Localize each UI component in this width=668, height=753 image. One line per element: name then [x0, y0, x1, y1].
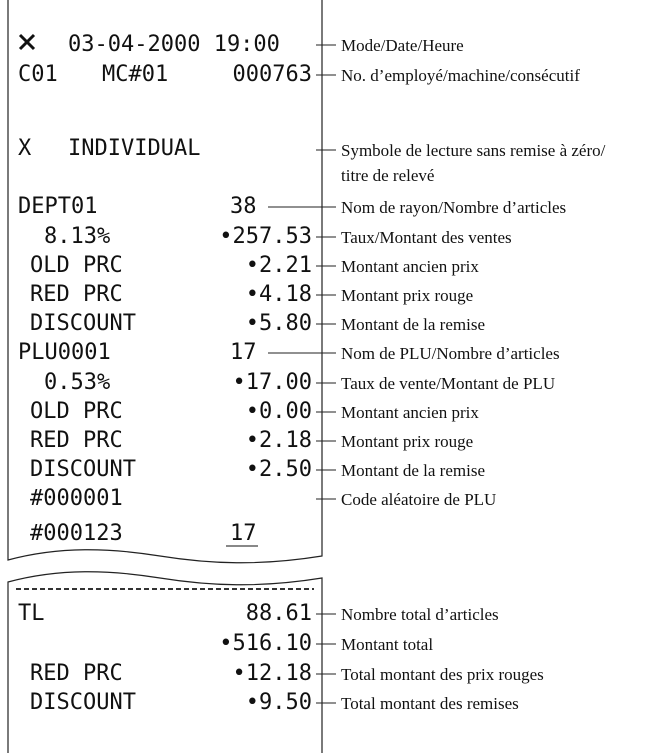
dept-name: DEPT01 — [18, 194, 98, 219]
dept-discount-label: DISCOUNT — [30, 311, 136, 336]
label-total-red-price: Total montant des prix rouges — [341, 665, 544, 684]
consecutive-number: 000763 — [232, 62, 312, 87]
dept-discount: •5.80 — [245, 311, 312, 336]
report-title: INDIVIDUAL — [68, 136, 201, 161]
dept-old-prc: •2.21 — [245, 253, 312, 278]
plu-random-code: #000001 — [30, 486, 123, 511]
label-employee-machine-consecutive: No. d’employé/machine/consécutif — [341, 66, 580, 85]
dept-count: 38 — [230, 194, 257, 219]
plu-count: 17 — [230, 340, 257, 365]
datetime: 03-04-2000 19:00 — [68, 32, 280, 57]
total-amount: •516.10 — [219, 631, 312, 656]
label-rate-sales: Taux/Montant des ventes — [341, 228, 512, 247]
plu-name: PLU0001 — [18, 340, 111, 365]
total-red-prc: •12.18 — [232, 661, 312, 686]
plu-red-prc-label: RED PRC — [30, 428, 123, 453]
dept-red-prc: •4.18 — [245, 282, 312, 307]
label-dept-name-count: Nom de rayon/Nombre d’articles — [341, 198, 567, 217]
label-plu-name-count: Nom de PLU/Nombre d’articles — [341, 344, 560, 363]
plu-last-count: 17 — [230, 521, 257, 546]
label-discount-1: Montant de la remise — [341, 315, 485, 334]
label-total-discount: Total montant des remises — [341, 694, 519, 713]
total-discount-label: DISCOUNT — [30, 690, 136, 715]
close-icon — [20, 35, 34, 49]
plu-red-prc: •2.18 — [245, 428, 312, 453]
report-symbol: X — [18, 136, 32, 161]
total-discount: •9.50 — [245, 690, 312, 715]
plu-discount-label: DISCOUNT — [30, 457, 136, 482]
label-reading-symbol-line2: titre de relevé — [341, 166, 435, 185]
label-total-items: Nombre total d’articles — [341, 605, 499, 624]
label-mode-date-time: Mode/Date/Heure — [341, 36, 464, 55]
label-discount-2: Montant de la remise — [341, 461, 485, 480]
dept-sales: •257.53 — [219, 224, 312, 249]
label-plu-random-code: Code aléatoire de PLU — [341, 490, 497, 509]
plu-amount: •17.00 — [232, 370, 312, 395]
dept-rate: 8.13% — [44, 224, 111, 249]
plu-old-prc-label: OLD PRC — [30, 399, 123, 424]
plu-discount: •2.50 — [245, 457, 312, 482]
label-old-price-2: Montant ancien prix — [341, 403, 479, 422]
label-red-price-1: Montant prix rouge — [341, 286, 474, 305]
plu-old-prc: •0.00 — [245, 399, 312, 424]
total-items: 88.61 — [245, 601, 312, 626]
label-plu-rate-amount: Taux de vente/Montant de PLU — [341, 374, 556, 393]
total-red-prc-label: RED PRC — [30, 661, 123, 686]
label-red-price-2: Montant prix rouge — [341, 432, 474, 451]
label-old-price-1: Montant ancien prix — [341, 257, 479, 276]
employee-number: C01 — [18, 62, 58, 87]
tl-label: TL — [18, 601, 45, 626]
label-total-amount: Montant total — [341, 635, 434, 654]
machine-number: MC#01 — [102, 62, 169, 87]
label-reading-symbol-line1: Symbole de lecture sans remise à zéro/ — [341, 141, 606, 160]
dept-red-prc-label: RED PRC — [30, 282, 123, 307]
dept-old-prc-label: OLD PRC — [30, 253, 123, 278]
plu-random-code-last: #000123 — [30, 521, 123, 546]
plu-rate: 0.53% — [44, 370, 111, 395]
